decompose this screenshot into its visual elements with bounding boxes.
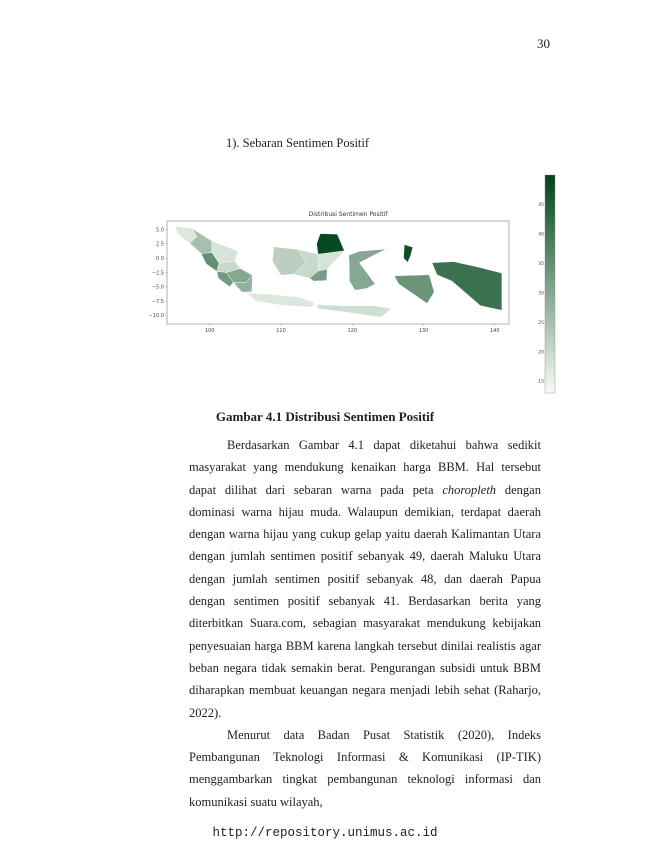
x-tick-label: 100	[204, 328, 215, 334]
y-tick-label: −10.0	[148, 313, 164, 320]
paragraph-1-part-1: Berdasarkan Gambar 4.1 dapat diketahui bahwa sedikit masyarakat yang mendukung kenaikan harga BBM. Hal tersebut dapat dilihat dari sebaran warna pada peta	[189, 438, 541, 497]
map-area	[167, 221, 509, 324]
y-tick-label: 0.0	[156, 255, 164, 262]
y-tick-label: 5.0	[156, 227, 164, 234]
figure-caption: Gambar 4.1 Distribusi Sentimen Positif	[215, 409, 435, 424]
colorbar-tick-label: 20	[538, 350, 544, 356]
x-tick-label: 130	[418, 328, 429, 334]
colorbar-tick-label: 15	[538, 379, 544, 385]
paragraph-1-part-2: dengan dominasi warna hijau muda. Walaupun demikian, terdapat daerah dengan warna hijau yang cukup gelap yaitu daerah Kalimantan Utara dengan jumlah sentimen positif sebanyak 49, daerah Maluku Utara dengan jumlah sentimen positif sebanyak 48, dan daerah Papua dengan sentimen positif sebanyak 41. Berdasarkan berita yang diterbitkan Suara.com, sebagian masyarakat mendukung kebijakan penyesuaian harga BBM karena langkah tersebut dinilai realistis agar beban negara tidak semakin berat. Pengurangan subsidi untuk BBM diharapkan membuat keuangan negara menjadi lebih sehat (Raharjo, 2022).	[189, 482, 541, 720]
colorbar-tick-label: 35	[538, 261, 544, 267]
y-axis	[149, 227, 167, 319]
y-tick-label: 2.5	[156, 241, 164, 248]
chart-title: Distribusi Sentimen Positif	[308, 211, 388, 218]
colorbar-tick-label: 25	[538, 320, 544, 326]
paragraph-2: Menurut data Badan Pusat Statistik (2020), Indeks Pembangunan Teknologi Informasi & Komunikasi (IP-TIK) menggambarkan tingkat pembangunan teknologi informasi dan komunikasi suatu wilayah,	[189, 727, 541, 809]
body-text	[189, 434, 541, 813]
choropleth-map-figure	[140, 170, 560, 400]
y-tick-label: −5.0	[151, 284, 164, 291]
page-number: 30	[537, 36, 550, 51]
paragraph-1	[189, 434, 541, 724]
x-tick-label: 110	[276, 328, 286, 334]
section-subheading: 1). Sebaran Sentimen Positif	[226, 136, 370, 150]
y-tick-label: −2.5	[151, 270, 164, 277]
colorbar-tick-label: 45	[538, 202, 544, 208]
colorbar-tick-label: 30	[538, 291, 544, 297]
x-tick-label: 120	[347, 328, 358, 334]
repository-footer-url[interactable]: http://repository.unimus.ac.id	[212, 826, 438, 840]
colorbar	[538, 175, 555, 393]
y-tick-label: −7.5	[151, 298, 164, 305]
colorbar-gradient	[545, 175, 555, 393]
x-axis	[205, 324, 500, 334]
colorbar-tick-label: 40	[538, 232, 544, 238]
paragraph-1-italic: choropleth	[442, 482, 497, 497]
x-tick-label: 140	[489, 328, 500, 334]
